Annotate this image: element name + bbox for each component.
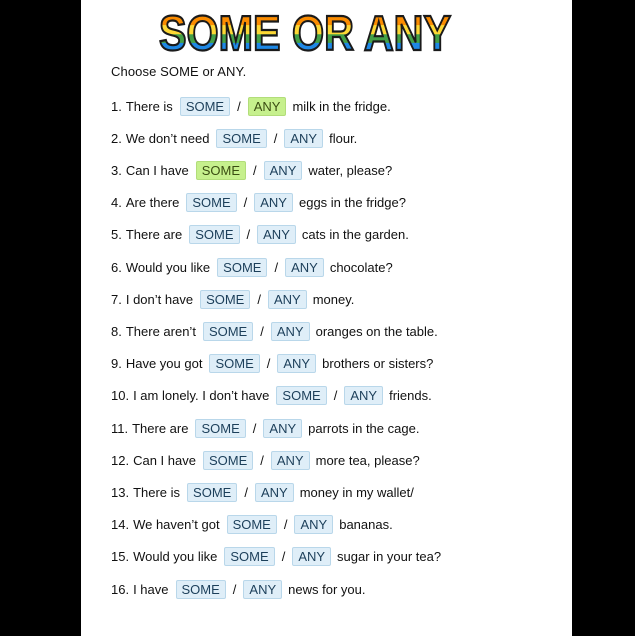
question-number: 1. (111, 98, 122, 114)
question-number: 9. (111, 356, 122, 372)
option-any-button[interactable]: ANY (294, 515, 333, 534)
question-text-before: Have you got (125, 356, 203, 372)
question-number: 8. (111, 323, 122, 339)
option-separator: / (253, 162, 257, 178)
question-row (111, 225, 409, 245)
option-some-button[interactable]: SOME (209, 354, 259, 373)
option-separator: / (232, 581, 237, 597)
question-text-after: news for you. (288, 581, 366, 597)
option-some-button[interactable]: SOME (195, 419, 245, 438)
option-any-button[interactable]: ANY (292, 547, 331, 566)
option-separator: / (333, 388, 338, 404)
option-separator: / (260, 323, 264, 339)
option-some-button[interactable]: SOME (203, 451, 253, 470)
option-some-button[interactable]: SOME (200, 290, 250, 309)
question-text-before: There is (125, 98, 173, 114)
question-row (111, 482, 414, 502)
question-text-before: I don’t have (125, 291, 194, 307)
question-text-before: Can I have (133, 452, 196, 468)
option-some-button[interactable]: SOME (187, 483, 237, 502)
question-text-after: eggs in the fridge? (298, 195, 406, 211)
question-row (111, 193, 406, 213)
question-row (111, 128, 357, 148)
option-any-button[interactable]: ANY (264, 161, 303, 180)
question-number: 2. (111, 130, 122, 146)
option-any-button[interactable]: ANY (255, 483, 294, 502)
question-text-before: There are (132, 420, 189, 436)
question-text-after: oranges on the table. (315, 323, 438, 339)
option-some-button[interactable]: SOME (180, 97, 230, 116)
question-row (111, 289, 354, 309)
question-text-before: There aren’t (125, 323, 196, 339)
question-row (111, 418, 419, 438)
question-row (111, 386, 432, 406)
option-separator: / (281, 549, 286, 565)
question-text-before: Are there (125, 195, 180, 211)
question-number: 7. (111, 291, 122, 307)
question-text-before: There is (133, 484, 181, 500)
question-row (111, 450, 420, 470)
question-number: 12. (111, 452, 130, 468)
question-row (111, 321, 438, 341)
worksheet (81, 0, 572, 636)
question-row (111, 257, 393, 277)
question-text-before: I am lonely. I don’t have (133, 388, 270, 404)
question-number: 13. (111, 484, 130, 500)
question-number: 14. (111, 517, 130, 533)
instructions: Choose SOME or ANY. (111, 64, 247, 79)
question-text-after: friends. (389, 388, 432, 404)
option-some-button[interactable]: SOME (196, 161, 246, 180)
option-any-button[interactable]: ANY (257, 225, 296, 244)
option-separator: / (257, 291, 261, 307)
question-text-after: cats in the garden. (301, 227, 409, 243)
question-row (111, 160, 392, 180)
option-some-button[interactable]: SOME (189, 225, 239, 244)
option-some-button[interactable]: SOME (227, 515, 277, 534)
option-some-button[interactable]: SOME (176, 580, 226, 599)
question-text-after: chocolate? (329, 259, 393, 275)
title-text: SOME OR ANY (159, 7, 451, 61)
option-separator: / (237, 98, 241, 114)
question-text-before: Would you like (125, 259, 211, 275)
option-separator: / (274, 259, 279, 275)
option-separator: / (252, 420, 257, 436)
question-text-after: sugar in your tea? (337, 549, 442, 565)
option-separator: / (260, 452, 264, 468)
option-separator: / (273, 130, 278, 146)
question-number: 5. (111, 227, 122, 243)
option-separator: / (244, 484, 248, 500)
question-row (111, 579, 365, 599)
question-text-before: There are (125, 227, 183, 243)
question-text-before: I have (133, 581, 169, 597)
option-any-button[interactable]: ANY (243, 580, 282, 599)
option-any-button[interactable]: ANY (271, 322, 310, 341)
rainbow-title-graphic (155, 4, 455, 61)
question-number: 4. (111, 195, 122, 211)
option-any-button[interactable]: ANY (285, 258, 324, 277)
question-text-after: milk in the fridge. (292, 98, 391, 114)
question-text-after: more tea, please? (315, 452, 420, 468)
question-row (111, 354, 433, 374)
question-text-before: We don’t need (125, 130, 210, 146)
option-some-button[interactable]: SOME (224, 547, 274, 566)
option-some-button[interactable]: SOME (216, 129, 266, 148)
question-text-after: money. (312, 291, 355, 307)
question-number: 11. (111, 420, 129, 436)
option-separator: / (283, 517, 288, 533)
option-any-button[interactable]: ANY (263, 419, 302, 438)
option-some-button[interactable]: SOME (186, 193, 236, 212)
question-number: 6. (111, 259, 122, 275)
question-text-before: Would you like (133, 549, 218, 565)
question-row (111, 96, 391, 116)
question-text-after: bananas. (339, 517, 393, 533)
question-text-after: brothers or sisters? (322, 356, 434, 372)
option-any-button[interactable]: ANY (268, 290, 307, 309)
option-any-button[interactable]: ANY (284, 129, 323, 148)
option-some-button[interactable]: SOME (276, 386, 326, 405)
question-text-after: water, please? (308, 162, 393, 178)
option-any-button[interactable]: ANY (344, 386, 383, 405)
question-text-before: Can I have (125, 162, 189, 178)
question-text-before: We haven’t got (133, 517, 220, 533)
worksheet-title (155, 4, 455, 61)
question-number: 10. (111, 388, 130, 404)
question-number: 15. (111, 549, 130, 565)
question-text-after: parrots in the cage. (308, 420, 420, 436)
option-separator: / (243, 195, 248, 211)
question-text-after: flour. (329, 130, 358, 146)
option-any-button[interactable]: ANY (277, 354, 316, 373)
question-number: 3. (111, 162, 122, 178)
option-some-button[interactable]: SOME (203, 322, 253, 341)
question-row (111, 515, 393, 535)
option-any-button[interactable]: ANY (271, 451, 310, 470)
option-separator: / (246, 227, 251, 243)
option-any-button[interactable]: ANY (248, 97, 287, 116)
question-text-after: money in my wallet/ (299, 484, 414, 500)
question-number: 16. (111, 581, 130, 597)
option-separator: / (266, 356, 271, 372)
option-some-button[interactable]: SOME (217, 258, 267, 277)
option-any-button[interactable]: ANY (254, 193, 293, 212)
question-row (111, 547, 441, 567)
